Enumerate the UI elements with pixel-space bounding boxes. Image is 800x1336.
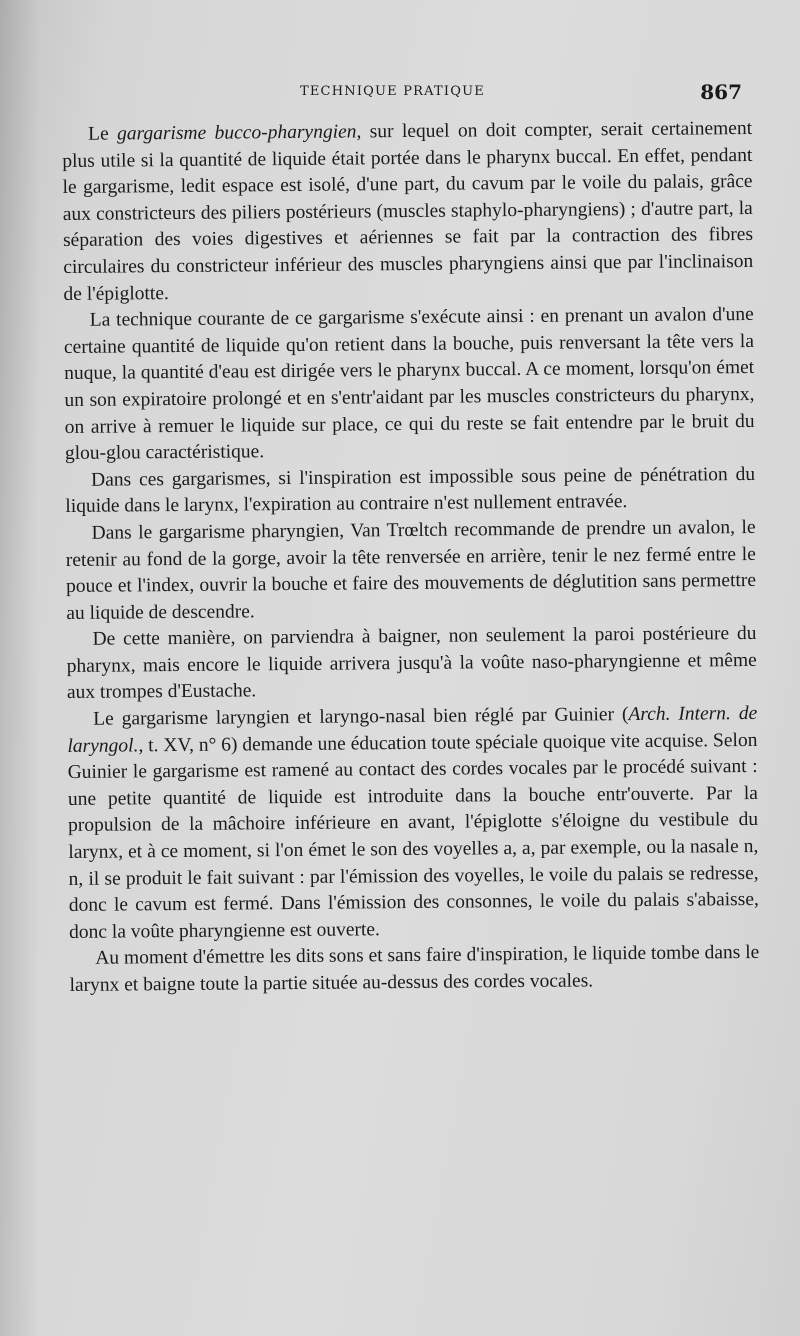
emphasized-term: gargarisme bucco-pharyngien xyxy=(116,121,357,145)
page-header xyxy=(300,80,750,110)
paragraph-text: , t. XV, n° 6) demande une éducation toute spéciale quoique vite acquise. Selon Guinier le gargarisme est ramené au contact des cordes vocales par le procédé suivant : une petite quantité de liquide est introduite dans la bouche entr'ouverte. Par la propulsion de la mâchoire inférieure en avant, l'épiglotte s'éloigne du vestibule du larynx, et à ce moment, si l'on émet le son des voyelles a, a, par exemple, ou la nasale n, n, il se produit le fait suivant : par l'émission des voyelles, le voile du palais se redresse, donc le cavum est fermé. Dans l'émission des consonnes, le voile du palais s'abaisse, donc la voûte pharyngienne est ouverte. xyxy=(67,729,759,943)
paragraph-text: La technique courante de ce gargarisme s'exécute ainsi : en prenant un avalon d'une certaine quantité de liquide qu'on retient dans la bouche, puis renversant la tête vers la nuque, la quantité d'eau est dirigée vers le pharynx buccal. A ce moment, lorsqu'on émet un son expiratoire prolongé et en s'entr'aidant par les muscles constricteurs du pharynx, on arrive à remuer le liquide sur place, ce qui du reste se fait entendre par le bruit du glou-glou caractéristique. xyxy=(63,304,755,465)
paragraph-text: Dans ces gargarismes, si l'inspiration est impossible sous peine de pénétration du liquide dans le larynx, l'expiration au contraire n'est nullement entravée. xyxy=(65,463,756,518)
paragraph xyxy=(65,515,756,627)
citation: Arch. Intern. de laryngol. xyxy=(67,703,758,757)
paragraph xyxy=(62,116,754,308)
page-number: 867 xyxy=(700,80,742,104)
paragraph-text: Au moment d'émettre les dits sons et sans faire d'inspiration, le liquide tombe dans le larynx et baigne toute la partie située au-dessus des cordes vocales. xyxy=(69,942,760,996)
paragraph xyxy=(67,701,759,946)
paragraph xyxy=(64,302,755,468)
binding-shadow xyxy=(0,0,40,1336)
paragraph xyxy=(66,621,757,707)
paragraph-text: Dans le gargarisme pharyngien, Van Trœltch recommande de prendre un avalon, le retenir au fond de la gorge, avoir la tête renversée en arrière, tenir le nez fermé entre le pouce et l'index, ouvrir la bouche et faire des mouvements de déglutition sans permettre au liquide de descendre. xyxy=(65,516,757,624)
paragraph-text: Le xyxy=(88,123,118,145)
paragraph xyxy=(69,940,759,999)
paragraph-text: , sur lequel on doit compter, serait certainement plus utile si la quantité de liquide était portée dans le pharynx buccal. En effet, pendant le gargarisme, ledit espace est isolé, d'une part, du cavum par le voile du palais, grâce aux constricteurs des piliers postérieurs (muscles staphylo-pharyngiens) ; d'autre part, la séparation des voies digestives et aériennes se fait par la contraction des fibres circulaires du constricteur inférieur des muscles pharyngiens ainsi que par l'inclinaison de l'épiglotte. xyxy=(62,117,754,305)
running-title: TECHNIQUE PRATIQUE xyxy=(300,84,485,99)
body-text xyxy=(62,116,760,1000)
paragraph xyxy=(65,462,755,521)
paragraph-text: De cette manière, on parviendra à baigner, non seulement la paroi postérieure du pharynx, mais encore le liquide arrivera jusqu'à la voûte naso-pharyngienne et même aux trompes d'Eustache. xyxy=(66,623,757,704)
paragraph-text: Le gargarisme laryngien et laryngo-nasal bien réglé par Guinier ( xyxy=(93,704,629,730)
